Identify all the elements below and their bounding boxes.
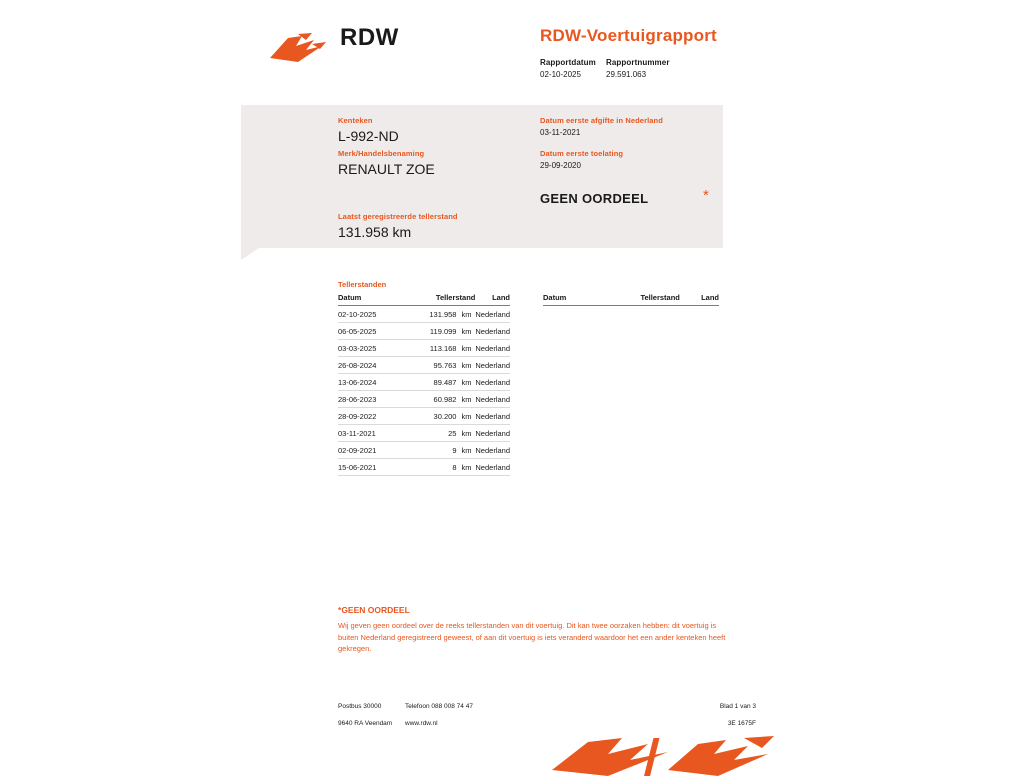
field-kenteken xyxy=(338,116,399,144)
cell-land: Nederland xyxy=(475,425,510,442)
cell-land: Nederland xyxy=(475,323,510,340)
table-row xyxy=(338,306,510,323)
table-row xyxy=(338,374,510,391)
cell-unit: km xyxy=(458,340,475,357)
brand-name: RDW xyxy=(340,24,399,51)
tellerstanden-table-second-column xyxy=(543,292,719,306)
cell-unit: km xyxy=(458,323,475,340)
cell-unit: km xyxy=(458,459,475,476)
cell-land: Nederland xyxy=(475,374,510,391)
cell-datum: 28-09-2022 xyxy=(338,408,399,425)
meta-rapportnummer xyxy=(606,58,670,79)
field-eerste-afgifte-value: 03-11-2021 xyxy=(540,128,581,137)
field-laatste-tellerstand xyxy=(338,212,458,240)
footer-pageinfo xyxy=(696,703,756,727)
meta-rapportdatum-value: 02-10-2025 xyxy=(540,70,581,79)
verdict-star-icon: * xyxy=(703,187,709,204)
cell-stand: 131.958 xyxy=(399,306,458,323)
cell-stand: 30.200 xyxy=(399,408,458,425)
tellerstanden-title: Tellerstanden xyxy=(338,280,387,289)
col-datum: Datum xyxy=(338,292,399,306)
table-row xyxy=(338,425,510,442)
cell-unit: km xyxy=(458,306,475,323)
cell-datum: 02-09-2021 xyxy=(338,442,399,459)
verdict-text: GEEN OORDEEL xyxy=(540,191,649,206)
footnote-title-text: GEEN OORDEEL xyxy=(341,605,410,615)
field-kenteken-value: L-992-ND xyxy=(338,128,399,144)
cell-stand: 119.099 xyxy=(399,323,458,340)
footer-address xyxy=(338,703,392,727)
footer-logo-icon xyxy=(548,736,788,776)
cell-land: Nederland xyxy=(475,391,510,408)
cell-stand: 60.982 xyxy=(399,391,458,408)
meta-rapportnummer-value: 29.591.063 xyxy=(606,70,647,79)
meta-rapportnummer-label: Rapportnummer xyxy=(606,58,670,67)
field-merk-value: RENAULT ZOE xyxy=(338,161,435,177)
cell-datum: 26-08-2024 xyxy=(338,357,399,374)
field-laatste-tellerstand-label: Laatst geregistreerde tellerstand xyxy=(338,212,458,221)
footer-website[interactable]: www.rdw.nl xyxy=(405,720,438,727)
field-eerste-toelating xyxy=(540,149,623,170)
table-row xyxy=(338,442,510,459)
meta-rapportdatum xyxy=(540,58,596,79)
cell-unit: km xyxy=(458,425,475,442)
rdw-logo-icon xyxy=(268,32,330,66)
cell-land: Nederland xyxy=(475,306,510,323)
header-logo xyxy=(268,24,518,74)
table-row xyxy=(338,357,510,374)
cell-datum: 15-06-2021 xyxy=(338,459,399,476)
cell-datum: 02-10-2025 xyxy=(338,306,399,323)
footnote-title xyxy=(338,605,730,615)
footer-telefoon: Telefoon 088 008 74 47 xyxy=(405,703,473,710)
cell-stand: 25 xyxy=(399,425,458,442)
footer-contact xyxy=(405,703,473,727)
field-eerste-afgifte xyxy=(540,116,663,137)
report-title: RDW-Voertuigrapport xyxy=(540,26,717,45)
field-kenteken-label: Kenteken xyxy=(338,116,373,125)
footnote-body: Wij geven geen oordeel over de reeks tellerstanden van dit voertuig. Dit kan twee oorzaken hebben: dit voertuig is buiten Nederland geregistreerd geweest, of aan dit voertuig is iets veranderd waardoor het een ander kenteken heeft gekregen. xyxy=(338,621,726,654)
panel-notch xyxy=(241,248,259,260)
cell-stand: 9 xyxy=(399,442,458,459)
cell-unit: km xyxy=(458,357,475,374)
cell-stand: 89.487 xyxy=(399,374,458,391)
cell-unit: km xyxy=(458,391,475,408)
cell-datum: 03-03-2025 xyxy=(338,340,399,357)
cell-datum: 13-06-2024 xyxy=(338,374,399,391)
col-land: Land xyxy=(475,292,510,306)
cell-stand: 95.763 xyxy=(399,357,458,374)
footnote xyxy=(338,605,730,655)
cell-land: Nederland xyxy=(475,459,510,476)
cell-unit: km xyxy=(458,442,475,459)
cell-stand: 113.168 xyxy=(399,340,458,357)
field-merk-label: Merk/Handelsbenaming xyxy=(338,149,425,158)
cell-land: Nederland xyxy=(475,340,510,357)
table-row xyxy=(338,340,510,357)
cell-land: Nederland xyxy=(475,408,510,425)
table-row xyxy=(338,323,510,340)
footer-postbus: Postbus 30000 xyxy=(338,703,382,710)
table-header-row xyxy=(338,292,510,306)
table-header-row xyxy=(543,292,719,306)
cell-datum: 06-05-2025 xyxy=(338,323,399,340)
col-tellerstand: Tellerstand xyxy=(399,292,475,306)
footnote-star-icon: * xyxy=(338,605,342,615)
field-eerste-toelating-value: 29-09-2020 xyxy=(540,161,581,170)
col-tellerstand: Tellerstand xyxy=(594,292,680,306)
meta-rapportdatum-label: Rapportdatum xyxy=(540,58,596,67)
cell-land: Nederland xyxy=(475,357,510,374)
table-body xyxy=(338,306,510,476)
field-eerste-toelating-label: Datum eerste toelating xyxy=(540,149,624,158)
cell-unit: km xyxy=(458,374,475,391)
cell-land: Nederland xyxy=(475,442,510,459)
col-land: Land xyxy=(680,292,719,306)
cell-stand: 8 xyxy=(399,459,458,476)
col-datum: Datum xyxy=(543,292,594,306)
footer-blad: Blad 1 van 3 xyxy=(719,703,756,710)
tellerstanden-table xyxy=(338,292,510,476)
field-eerste-afgifte-label: Datum eerste afgifte in Nederland xyxy=(540,116,663,125)
cell-datum: 28-06-2023 xyxy=(338,391,399,408)
table-row xyxy=(338,391,510,408)
field-laatste-tellerstand-value: 131.958 km xyxy=(338,224,412,240)
cell-unit: km xyxy=(458,408,475,425)
footer-plaats: 9640 RA Veendam xyxy=(338,720,393,727)
table-row xyxy=(338,408,510,425)
table-row xyxy=(338,459,510,476)
cell-datum: 03-11-2021 xyxy=(338,425,399,442)
field-merk xyxy=(338,149,435,177)
footer-code: 3E 1675F xyxy=(727,720,756,727)
